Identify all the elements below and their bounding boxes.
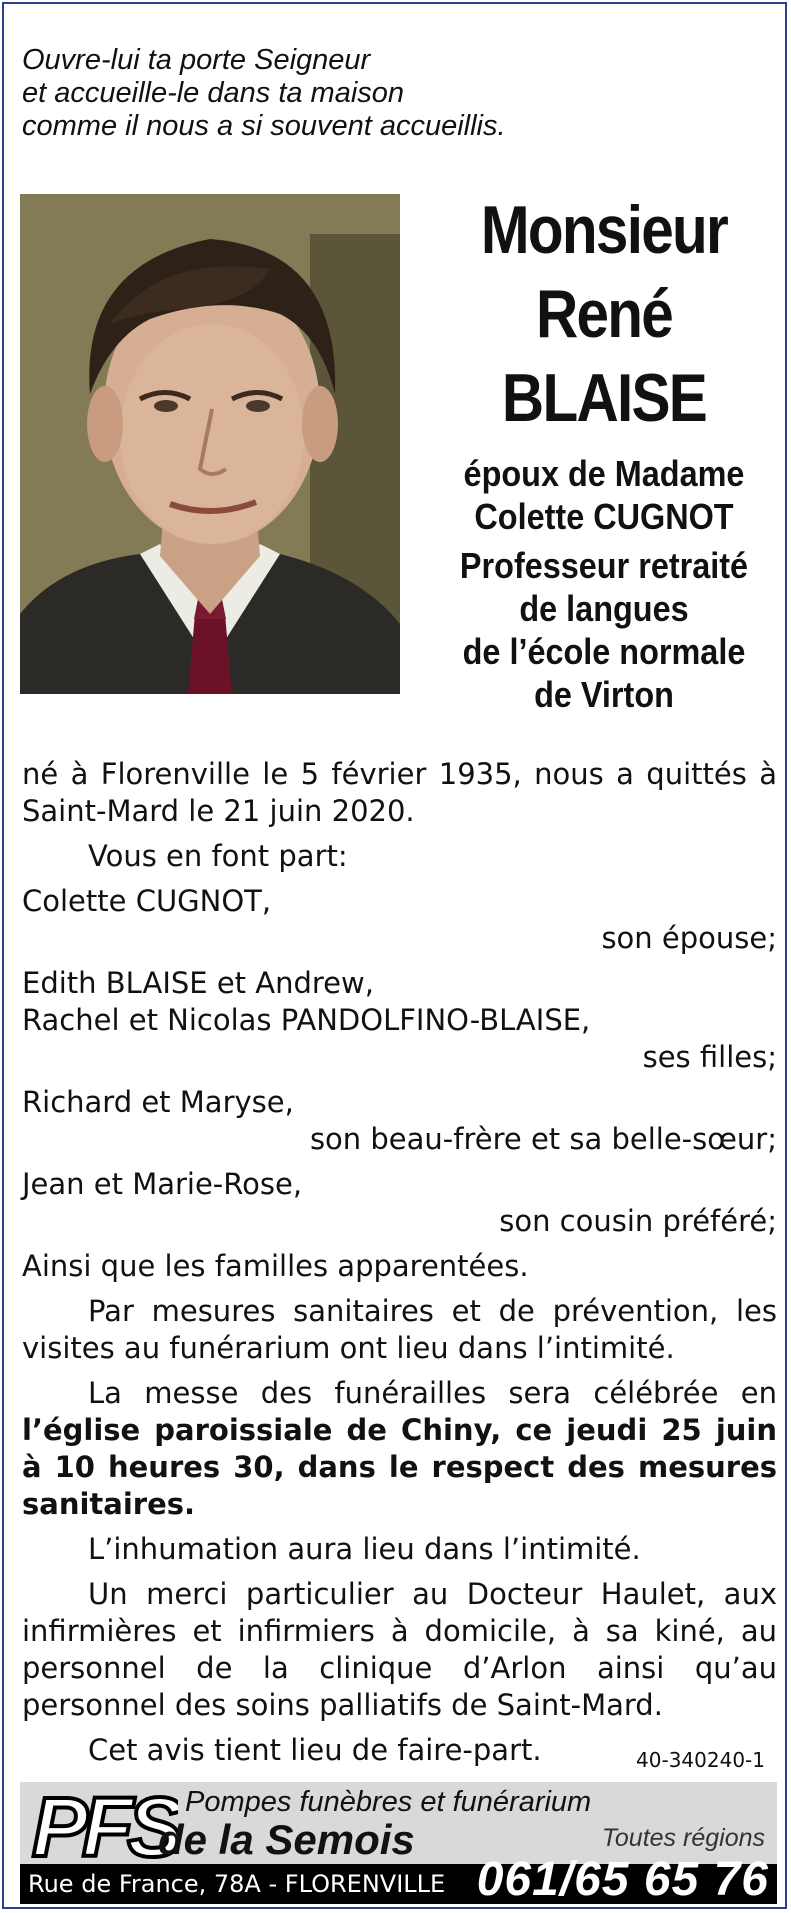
mass-text-bold: l’église paroissiale de Chiny, ce jeudi 25 juin à 10 heures 30, dans le respect des mesures sanitaires.: [22, 1413, 777, 1521]
family-name: Jean et Marie-Rose,: [22, 1167, 303, 1201]
family-name: Edith BLAISE et Andrew,: [22, 966, 374, 1000]
verse-line: Ouvre-lui ta porte Seigneur: [22, 44, 371, 76]
footer-regions: Toutes régions: [601, 1824, 765, 1852]
footer-address: Rue de France, 78A - FLORENVILLE: [28, 1870, 446, 1898]
family-relation: son épouse;: [601, 921, 777, 955]
notice-body: [22, 756, 777, 1769]
footer-subtitle: de la Semois: [158, 1816, 415, 1863]
profession-line: de Virton: [534, 674, 674, 715]
deceased-last-name: BLAISE: [501, 360, 707, 436]
funeral-home-footer: [20, 1782, 777, 1904]
family-name: Rachel et Nicolas PANDOLFINO-BLAISE,: [22, 1003, 591, 1037]
family-relation: son beau-frère et sa belle-sœur;: [309, 1122, 777, 1156]
opening-verse: [22, 44, 762, 143]
deceased-first-name: René: [535, 276, 673, 352]
mass-text-plain: La messe des funérailles sera célébrée en: [88, 1376, 777, 1410]
footer-contact-bar: [20, 1853, 777, 1906]
pfs-logo-icon: [28, 1786, 178, 1864]
footer-title: Pompes funèbres et funérarium: [185, 1786, 592, 1818]
deceased-title: Monsieur: [480, 192, 728, 268]
verse-line: comme il nous a si souvent accueillis.: [22, 110, 506, 142]
related-families: Ainsi que les familles apparentées.: [22, 1249, 529, 1283]
family-relation: son cousin préféré;: [499, 1204, 777, 1238]
portrait-photo: [20, 194, 400, 694]
family-name: Colette CUGNOT,: [22, 884, 272, 918]
spouse-name: Colette CUGNOT: [474, 496, 734, 537]
svg-text:PFS: PFS: [32, 1786, 178, 1864]
verse-line: et accueille-le dans ta maison: [22, 77, 405, 109]
deceased-heading: [424, 188, 784, 716]
intro-text: Vous en font part:: [88, 839, 348, 873]
burial-text: L’inhumation aura lieu dans l’intimité.: [88, 1532, 641, 1566]
family-name: Richard et Maryse,: [22, 1085, 294, 1119]
footer-phone: 061/65 65 76: [476, 1853, 769, 1906]
family-relation: ses filles;: [642, 1040, 777, 1074]
birth-text: né à Florenville le 5 février 1935, nous a quittés à Saint-Mard le 21 juin 2020.: [22, 757, 777, 828]
sanitary-text: Par mesures sanitaires et de prévention, les visites au funérarium ont lieu dans l’intimité.: [22, 1294, 777, 1365]
reference-number: 40-340240-1: [636, 1748, 765, 1772]
profession-line: de l’école normale: [462, 631, 746, 672]
profession-line: Professeur retraité: [459, 545, 749, 586]
profession-line: de langues: [519, 588, 689, 629]
thanks-text: Un merci particulier au Docteur Haulet, aux infirmières et infirmiers à domicile, à sa kiné, au personnel de la clinique d’Arlon ainsi qu’au personnel des soins palliatifs de Saint-Mard.: [22, 1577, 777, 1722]
mass-text: [22, 1375, 777, 1523]
notice-text: Cet avis tient lieu de faire-part.: [88, 1733, 542, 1767]
spouse-line: époux de Madame: [463, 453, 745, 494]
obituary-notice: [2, 2, 787, 1909]
